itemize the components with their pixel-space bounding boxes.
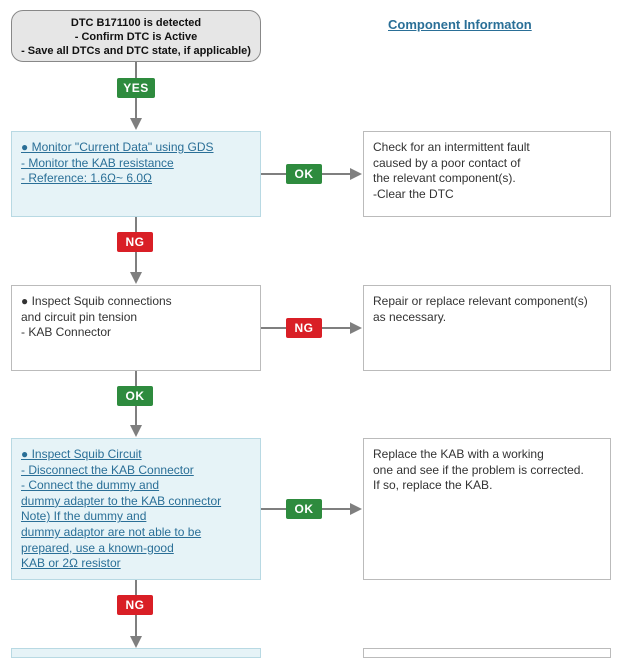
step2-line-2: and circuit pin tension: [21, 309, 138, 324]
step3-box[interactable]: [11, 438, 261, 580]
step3-line-5[interactable]: Note) If the dummy and: [21, 509, 147, 524]
step3-result-line-2: one and see if the problem is corrected.: [373, 462, 584, 477]
step1-box[interactable]: [11, 131, 261, 217]
step3-result-line-1: Replace the KAB with a working: [373, 447, 544, 461]
step4-result-box-partial: [363, 648, 611, 658]
step3-line-8[interactable]: KAB or 2Ω resistor: [21, 556, 121, 571]
step3-ok-badge: OK: [286, 499, 322, 519]
step1-result-line-3: the relevant component(s).: [373, 171, 516, 186]
step3-result-line-3: If so, replace the KAB.: [373, 478, 493, 493]
step3-line-2[interactable]: - Disconnect the KAB Connector: [21, 462, 194, 477]
step3-line-3[interactable]: - Connect the dummy and: [21, 478, 160, 493]
start-line-1: DTC B171100 is detected: [70, 17, 202, 29]
start-box: [11, 10, 261, 62]
start-line-2: - Confirm DTC is Active: [74, 31, 198, 43]
step3-ok-result-box: [363, 438, 611, 580]
step2-result-line-2: as necessary.: [373, 309, 447, 324]
step3-ng-badge: NG: [117, 595, 153, 615]
step1-result-line-2: caused by a poor contact of: [373, 155, 521, 170]
step4-box-partial: [11, 648, 261, 658]
step2-result-line-1: Repair or replace relevant component(s): [373, 294, 588, 308]
step1-result-line-1: Check for an intermittent fault: [373, 140, 530, 154]
step2-ok-badge: OK: [117, 386, 153, 406]
start-line-3: - Save all DTCs and DTC state, if applicable): [21, 45, 251, 57]
step2-line-3: - KAB Connector: [21, 325, 112, 340]
step1-ng-badge: NG: [117, 232, 153, 252]
step1-result-line-4: -Clear the DTC: [373, 186, 454, 201]
step2-box: [11, 285, 261, 371]
step3-line-1[interactable]: ● Inspect Squib Circuit: [21, 447, 142, 461]
component-information-link[interactable]: Component Informaton: [388, 17, 532, 32]
step1-ok-badge: OK: [286, 164, 322, 184]
yes-badge: YES: [117, 78, 155, 98]
step2-ng-result-box: [363, 285, 611, 371]
step1-line-2[interactable]: - Monitor the KAB resistance: [21, 155, 174, 170]
step3-line-6[interactable]: dummy adaptor are not able to be: [21, 524, 202, 539]
step3-line-7[interactable]: prepared, use a known-good: [21, 540, 174, 555]
step1-line-1[interactable]: ● Monitor "Current Data" using GDS: [21, 140, 214, 154]
step1-ok-result-box: [363, 131, 611, 217]
step2-ng-badge: NG: [286, 318, 322, 338]
step2-line-1: ● Inspect Squib connections: [21, 294, 172, 308]
step1-line-3[interactable]: - Reference: 1.6Ω~ 6.0Ω: [21, 171, 153, 186]
step3-line-4[interactable]: dummy adapter to the KAB connector: [21, 493, 222, 508]
